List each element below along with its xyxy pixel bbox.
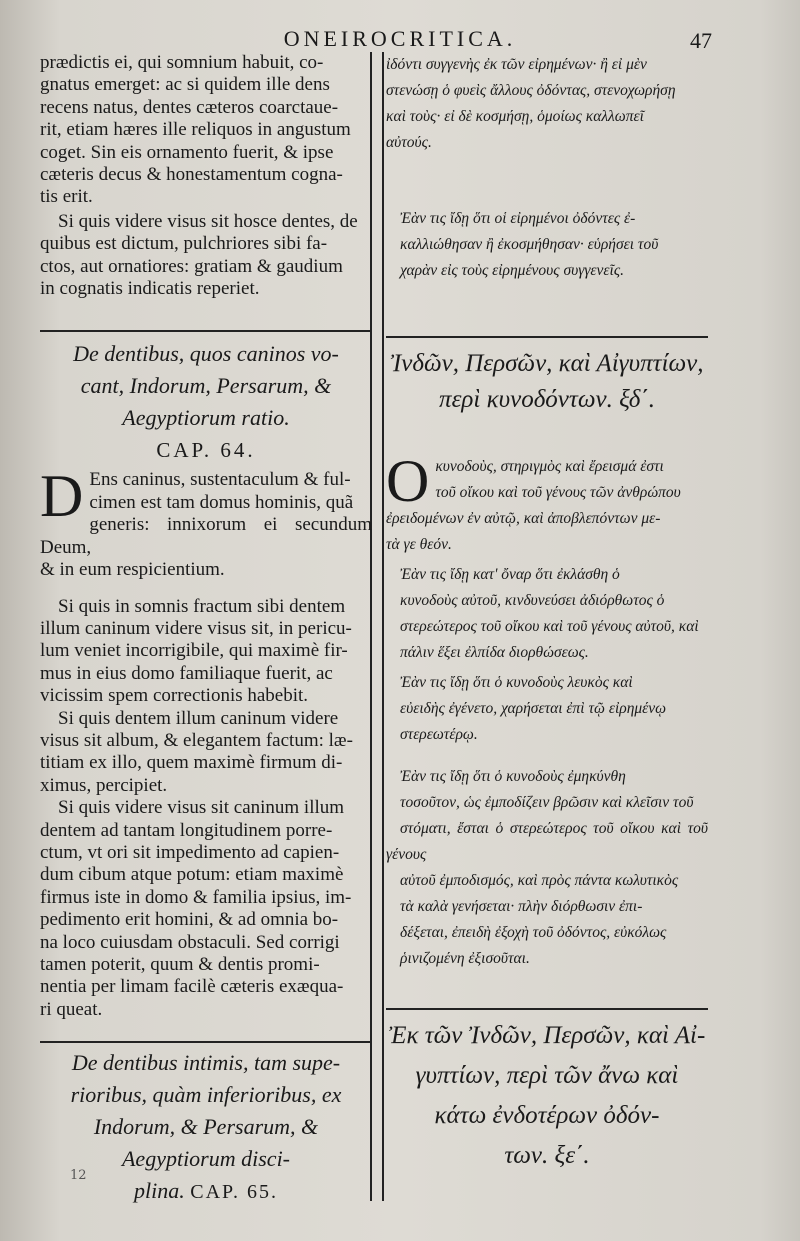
text-line: dentem ad tantam longitudinem porre-	[40, 819, 333, 841]
text-line: prædictis ei, qui somnium habuit, co-	[40, 52, 324, 73]
greek-paragraph-b	[386, 670, 708, 748]
text-line: στερεωτέρῳ.	[400, 726, 478, 743]
text-line: Aegyptiorum disci-	[121, 1146, 291, 1172]
text-line: των. ξε΄.	[504, 1142, 590, 1169]
text-line: firmus iste in domo & familia ipsius, im-	[40, 886, 352, 908]
text-line: mus in eius domo familiaque fuerit, ac	[40, 662, 333, 684]
greek-section-64-opening	[386, 448, 708, 558]
text-line: στενώσῃ ὁ φυεὶς ἄλλους ὀδόντας, στενοχωρήσῃ	[386, 82, 676, 99]
text-line: Si quis dentem illum caninum videre	[58, 707, 339, 729]
text-line: Ens caninus, sustentaculum & ful-	[89, 469, 351, 491]
greek-section-rule	[386, 336, 708, 338]
greek-section-64-title	[386, 346, 708, 418]
text-line: κάτω ἐνδοτέρων ὀδόν-	[434, 1102, 660, 1129]
text-line: Ἐκ τῶν Ἰνδῶν, Περσῶν, καὶ Αἰ-	[388, 1022, 706, 1049]
text-line: pedimento erit homini, & ad omnia bo-	[40, 909, 339, 931]
section-65-last-line	[40, 1175, 372, 1208]
latin-paragraph-a	[40, 596, 372, 708]
text-line: περὶ κυνοδόντων. ξδ΄.	[439, 386, 655, 413]
text-line: generis: innixorum ei secundum Deum,	[40, 514, 372, 558]
running-title: ONEIROCRITICA.	[283, 26, 517, 51]
section-64-title	[40, 338, 372, 434]
text-line: καλλιώθησαν ἢ ἐκοσμήθησαν· εὑρήσει τοῦ	[400, 236, 659, 253]
latin-paragraph-2	[40, 211, 372, 301]
section-rule-2	[40, 1041, 372, 1043]
text-line: πάλιν ἕξει ἐλπίδα διορθώσεως.	[400, 644, 589, 661]
text-line: Si quis videre visus sit hosce dentes, de	[58, 210, 358, 232]
text-line: coget. Sin eis ornamento fuerit, & ipse	[40, 141, 334, 163]
greek-paragraph-c	[386, 764, 708, 972]
text-line: visus sit album, & elegantem factum: læ-	[40, 729, 353, 751]
text-line: κυνοδοὺς αὐτοῦ, κινδυνεύσει ἀδιόρθωτος ὁ	[400, 592, 665, 609]
section-64-cap: CAP. 64.	[156, 438, 256, 463]
text-line: lum veniet incorrigibile, qui maximè fir-	[40, 640, 348, 662]
section-65-cap: CAP. 65.	[190, 1181, 278, 1204]
text-line: Ἰνδῶν, Περσῶν, καὶ Αἰγυπτίων,	[390, 350, 704, 377]
text-line: κυνοδοὺς, στηριγμὸς καὶ ἔρεισμά ἐστι	[435, 458, 664, 475]
text-line: γυπτίων, περὶ τῶν ἄνω καὶ	[415, 1062, 679, 1089]
text-line: & in eum respicientium.	[40, 559, 225, 581]
text-line: cæteris decus & honestamentum cogna-	[40, 164, 343, 186]
latin-paragraph-c	[40, 797, 372, 1021]
text-line: τοσοῦτον, ὡς ἐμποδίζειν βρῶσιν καὶ κλεῖσιν τοῦ	[400, 794, 694, 811]
text-line: ctum, vt ori sit impedimento ad capien-	[40, 841, 340, 863]
text-line: χαρὰν εἰς τοὺς εἰρημένους συγγενεῖς.	[400, 262, 624, 279]
text-line: tamen poterit, quum & dentis promi-	[40, 954, 320, 975]
text-line: vicissim spem correctionis habebit.	[40, 685, 309, 707]
text-line: στόματι, ἔσται ὁ στερεώτερος τοῦ οἴκου καὶ τοῦ γένους	[386, 820, 708, 863]
text-line: quibus est dictum, pulchriores sibi fa-	[40, 233, 328, 255]
text-line: cimen est tam domus hominis, quã	[89, 491, 354, 513]
text-line: αὐτούς.	[386, 134, 432, 151]
text-line: ῥινιζομένη ἐξισοῦται.	[400, 950, 530, 967]
text-line: na loco cuiusdam obstaculi. Sed corrigi	[40, 931, 340, 953]
text-line: Ἐὰν τις ἴδῃ ὅτι ὁ κυνοδοὺς ἐμηκύνθη	[400, 768, 626, 785]
latin-paragraph-b	[40, 708, 372, 798]
text-line: rioribus, quàm inferioribus, ex	[70, 1082, 342, 1108]
text-line: De dentibus, quos caninos vo-	[73, 341, 339, 367]
greek-column	[386, 52, 708, 1211]
drop-cap: D	[40, 463, 84, 530]
greek-top-paragraph	[386, 52, 708, 156]
section-65-last: plina.	[134, 1178, 185, 1204]
greek-section-65-title	[386, 1016, 708, 1176]
text-line: cant, Indorum, Persarum, &	[80, 373, 332, 399]
text-line: εὐειδὴς ἐγένετο, χαρήσεται ἐπὶ τῷ εἰρημένῳ	[400, 700, 667, 717]
section-65-title	[40, 1047, 372, 1175]
text-line: ἰδόντι συγγενὴς ἐκ τῶν εἰρημένων· ἢ εἰ μὲν	[386, 56, 647, 73]
text-line: τὰ καλὰ γενήσεται· πλὴν διόρθωσιν ἐπι-	[400, 898, 643, 915]
text-line: τὰ γε θεόν.	[386, 536, 452, 553]
text-line: Si quis in somnis fractum sibi dentem	[58, 595, 346, 617]
text-line: Si quis videre visus sit caninum illum	[58, 797, 345, 819]
text-line: recens natus, dentes cæteros coarctaue-	[40, 96, 339, 118]
text-line: ri queat.	[40, 998, 103, 1020]
text-line: in cognatis indicatis reperiet.	[40, 278, 260, 300]
text-line: Ἐὰν τις ἴδῃ ὅτι ὁ κυνοδοὺς λευκὸς καὶ	[400, 674, 633, 691]
text-line: στερεώτερος τοῦ οἴκου καὶ τοῦ γένους αὐτοῦ, καὶ	[400, 618, 699, 635]
text-line: Indorum, & Persarum, &	[93, 1114, 319, 1140]
text-line: nentia per limam facilè cæteris exæqua-	[40, 976, 344, 998]
column-rule-right	[382, 52, 384, 1201]
text-line: ἐρειδομένων ἐν αὐτῷ, καὶ ἀποβλεπόντων με-	[386, 510, 661, 527]
text-line: De dentibus intimis, tam supe-	[71, 1050, 341, 1076]
text-line: Ἐὰν τις ἴδῃ ὅτι οἱ εἰρημένοι ὀδόντες ἐ-	[400, 210, 636, 227]
text-line: δέξεται, ἐπειδὴ ἐξοχὴ τοῦ ὀδόντος, εὐκόλως	[400, 924, 667, 941]
latin-column	[40, 52, 372, 1211]
section-64-opening	[40, 463, 372, 581]
latin-top-paragraph	[40, 52, 372, 209]
text-line: tis erit.	[40, 186, 93, 208]
signature-mark: 12	[70, 1168, 87, 1183]
text-line: rit, etiam hæres ille reliquos in angustum	[40, 119, 351, 141]
text-line: gnatus emerget: ac si quidem ille dens	[40, 74, 330, 96]
page-number: 47	[690, 28, 712, 53]
text-line: αὐτοῦ ἐμποδισμός, καὶ πρὸς πάντα κωλυτικὸς	[400, 872, 679, 889]
text-line: ctos, aut ornatiores: gratiam & gaudium	[40, 255, 343, 277]
text-line: titiam ex illo, quem maximè firmum di-	[40, 752, 343, 774]
text-line: τοῦ οἴκου καὶ τοῦ γένους τῶν ἀνθρώπου	[435, 484, 681, 501]
text-line: καὶ τοὺς· εἰ δὲ κοσμήσῃ, ὁμοίως καλλωπεῖ	[386, 108, 644, 125]
greek-paragraph-a	[386, 562, 708, 666]
greek-drop-cap: Ο	[386, 448, 430, 514]
section-rule	[40, 330, 372, 332]
text-line: dum cibum atque potum: etiam maximè	[40, 864, 344, 886]
greek-paragraph-2	[386, 206, 708, 284]
text-line: Ἐὰν τις ἴδῃ κατ' ὄναρ ὅτι ἐκλάσθη ὁ	[400, 566, 620, 583]
text-line: ximus, percipiet.	[40, 774, 168, 796]
greek-section-rule-2	[386, 1008, 708, 1010]
text-line: illum caninum videre visus sit, in pericu-	[40, 617, 352, 639]
text-line: Aegyptiorum ratio.	[122, 405, 290, 431]
